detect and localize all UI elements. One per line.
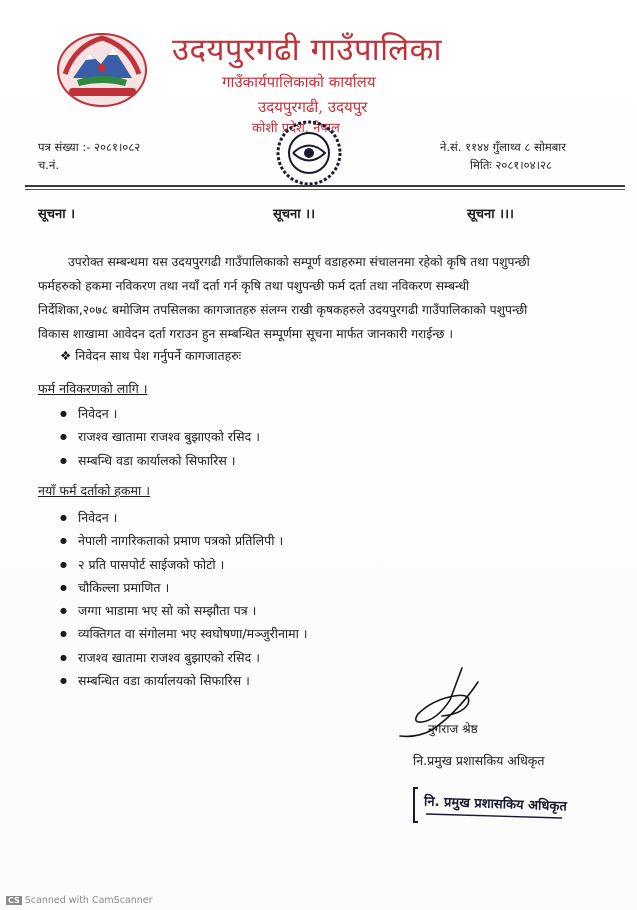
body-line: विकास शाखामा आवेदन दर्ता गराउन हुन सम्बन्धित सम्पूर्णमा सूचना मार्फत जानकारी गराईन्छ ।	[38, 327, 453, 341]
list-item: ● निवेदन ।	[60, 402, 260, 425]
camscanner-text: Scanned with CamScanner	[24, 895, 153, 906]
list-item: ● राजश्व खातामा राजश्व बुझाएको रसिद ।	[60, 646, 308, 669]
body-line: उपरोक्त सम्बन्धमा यस उदयपुरगढी गाउँपालिकाको सम्पूर्ण वडाहरुमा संचालनमा रहेको कृषि तथा पशुपन्छी	[68, 255, 530, 269]
signatory-title: नि.प्रमुख प्रशासकिय अधिकृत	[413, 753, 545, 768]
list-item: ● सम्बन्धि वडा कार्यालको सिफारिस ।	[60, 449, 260, 472]
notice-heading-3: सूचना ।।।	[467, 207, 514, 222]
body-line: निर्देशिका,२०७८ बमोजिम तपसिलका कागजातहरु संलग्न राखी कृषकहरुले उदयपुरगढी गाउँपालिकाको पशुपन्छी	[38, 303, 528, 317]
registration-list	[60, 506, 308, 692]
notice-heading-1: सूचना ।	[38, 207, 76, 222]
signatory-name: नुगराज श्रेष्ठ	[428, 722, 478, 736]
header-divider-thin	[25, 189, 625, 190]
office-address: उदयपुरगढी, उदयपुर	[258, 98, 368, 116]
stamp-text: नि. प्रमुख प्रशासकिय अधिकृत	[423, 794, 568, 815]
registration-heading: नयाँ फर्म दर्ताको हकमा ।	[38, 483, 150, 498]
office-seal-icon	[273, 118, 345, 188]
list-item: ● नेपाली नागरिकताको प्रमाण पत्रको प्रतिलिपी ।	[60, 529, 308, 552]
list-item: ● जग्गा भाडामा भए सो को सम्झौता पत्र ।	[60, 599, 308, 622]
list-item: ● २ प्रति पासपोर्ट साईजको फोटो ।	[60, 553, 308, 576]
list-item: ● चौकिल्ला प्रमाणित ।	[60, 576, 308, 599]
notice-heading-2: सूचना ।।	[273, 207, 316, 222]
dispatch-number: च.नं.	[38, 158, 59, 172]
nepal-samvat-date: ने.सं. ११४४ गुँलाथ्व ८ सोमबार	[440, 140, 566, 154]
office-name: गाउँकार्यपालिकाको कार्यालय	[222, 73, 376, 91]
notice-body	[38, 250, 603, 346]
reference-number: पत्र संख्या :- २०८१।०८२	[38, 140, 141, 154]
scanner-watermark	[6, 895, 153, 906]
renewal-list	[60, 402, 260, 472]
issue-date: मितिः २०८१।०४।२८	[470, 158, 552, 172]
province-line: कोशी प्रदेश, नेपाल	[252, 121, 340, 136]
documents-heading: ❖ निवेदन साथ पेश गर्नुपर्ने कागजातहरुः	[60, 348, 242, 363]
designation-stamp	[412, 784, 570, 826]
renewal-heading: फर्म नविकरणको लागि ।	[38, 381, 148, 396]
list-item: ● राजश्व खातामा राजश्व बुझाएको रसिद ।	[60, 425, 260, 448]
list-item: ● निवेदन ।	[60, 506, 308, 529]
municipality-name: उदयपुरगढी गाउँपालिका	[172, 32, 442, 68]
camscanner-badge: CS	[8, 896, 20, 905]
header-divider	[25, 185, 625, 187]
body-line: फर्महरुको हकमा नविकरण तथा नयाँ दर्ता गर्न कृषि तथा पशुपन्छी फर्म दर्ता तथा नविकरण सम्बन्धी	[38, 279, 470, 293]
nepal-emblem-icon	[55, 28, 150, 108]
list-item: ● व्यक्तिगत वा संगोलमा भए स्वघोषणा/मञ्जुरीनामा ।	[60, 622, 308, 645]
list-item: ● सम्बन्धित वडा कार्यालयको सिफारिस ।	[60, 669, 308, 692]
